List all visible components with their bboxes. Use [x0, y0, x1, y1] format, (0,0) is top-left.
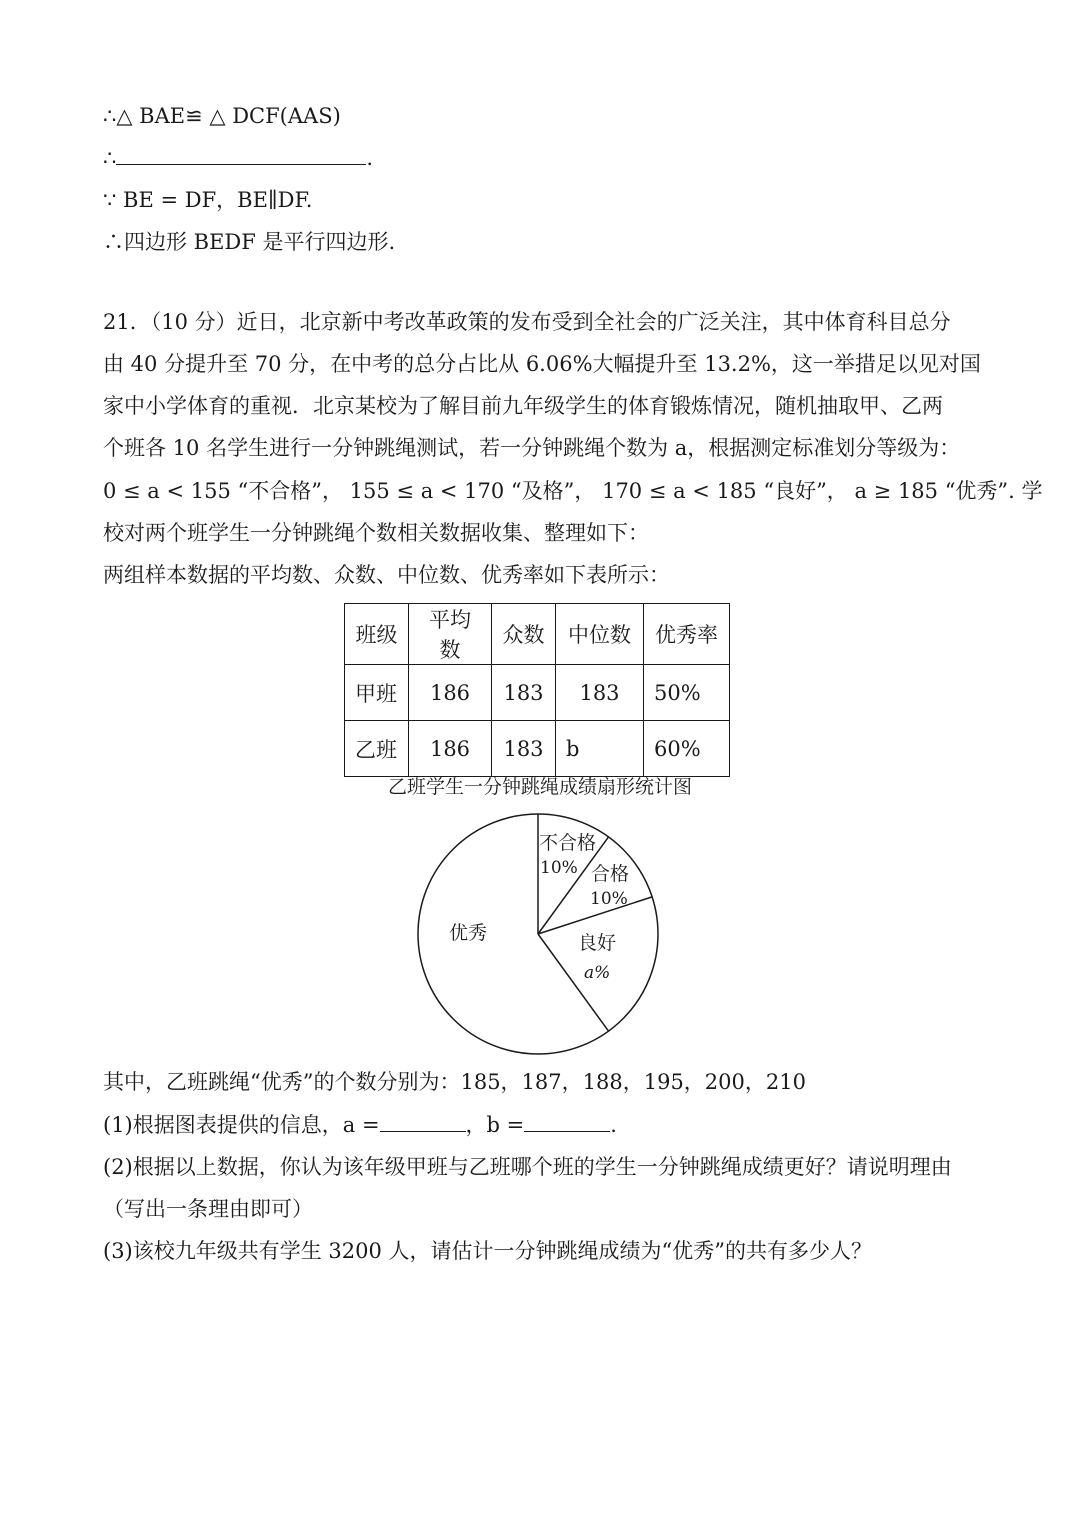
table-row [345, 721, 730, 777]
q1-mid-text: ，b = [465, 1113, 525, 1137]
question-3: (3)该校九年级共有学生 3200 人，请估计一分钟跳绳成绩为“优秀”的共有多少人？ [103, 1239, 873, 1263]
slice-label-fail: 不合格 [539, 832, 597, 854]
cell-class: 乙班 [345, 721, 409, 777]
cell-mean: 186 [409, 721, 492, 777]
slice-label-pass: 合格 [591, 863, 630, 885]
header-median: 中位数 [556, 604, 644, 665]
cell-excellent-rate: 50% [644, 665, 730, 721]
cell-median: b [556, 721, 644, 777]
cell-class: 甲班 [345, 665, 409, 721]
question-intro-line-2: 由 40 分提升至 70 分，在中考的总分占比从 6.06%大幅提升至 13.2%，这一举措足以见对国 [103, 352, 981, 376]
therefore-symbol: ∴ [103, 146, 117, 170]
question-intro-line-6: 校对两个班学生一分钟跳绳个数相关数据收集、整理如下： [103, 521, 649, 545]
chart-title: 乙班学生一分钟跳绳成绩扇形统计图 [387, 776, 692, 798]
cell-mean: 186 [409, 665, 492, 721]
cell-mode: 183 [492, 665, 556, 721]
question-intro-line-5: 0 ≤ a < 155 “不合格”， 155 ≤ a < 170 “及格”， 170 ≤ a < 185 “良好”， a ≥ 185 “优秀”. 学 [103, 479, 1043, 503]
stats-table [344, 603, 730, 777]
proof-line-1: ∴△ BAE≌ △ DCF(AAS) [103, 104, 341, 128]
table-row [345, 665, 730, 721]
cell-mode: 183 [492, 721, 556, 777]
question-intro-line-7: 两组样本数据的平均数、众数、中位数、优秀率如下表所示： [103, 563, 670, 587]
question-intro-line-1: 21．（10 分）近日，北京新中考改革政策的发布受到全社会的广泛关注，其中体育科目总分 [103, 310, 951, 334]
q1-text: (1)根据图表提供的信息，a = [103, 1113, 380, 1137]
header-class: 班级 [345, 604, 409, 665]
cell-median: 183 [556, 665, 644, 721]
question-1 [103, 1110, 617, 1140]
excellent-values-line: 其中，乙班跳绳“优秀”的个数分别为：185，187，188，195，200，210 [103, 1070, 806, 1094]
answer-blank[interactable] [116, 146, 366, 165]
period: . [366, 146, 374, 170]
proof-line-3: ∵ BE = DF，BE∥DF. [103, 188, 313, 212]
slice-value-fail: 10% [540, 858, 578, 878]
slice-value-pass: 10% [590, 889, 628, 909]
cell-excellent-rate: 60% [644, 721, 730, 777]
pie-chart [400, 800, 680, 1060]
question-2-line-1: (2)根据以上数据，你认为该年级甲班与乙班哪个班的学生一分钟跳绳成绩更好？请说明理由 [103, 1155, 952, 1179]
slice-label-good: 良好 [578, 932, 617, 954]
slice-label-excellent: 优秀 [449, 922, 488, 944]
answer-blank-b[interactable] [524, 1113, 610, 1132]
header-excellent-rate: 优秀率 [644, 604, 730, 665]
q1-end: . [610, 1113, 617, 1137]
header-mode: 众数 [492, 604, 556, 665]
proof-line-2 [103, 143, 373, 173]
proof-line-4: ∴四边形 BEDF 是平行四边形. [103, 230, 396, 254]
answer-blank-a[interactable] [380, 1113, 466, 1132]
question-intro-line-4: 个班各 10 名学生进行一分钟跳绳测试，若一分钟跳绳个数为 a，根据测定标准划分等级为： [103, 436, 961, 460]
question-intro-line-3: 家中小学体育的重视．北京某校为了解目前九年级学生的体育锻炼情况，随机抽取甲、乙两 [103, 394, 943, 418]
header-mean: 平均数 [409, 604, 492, 665]
slice-value-good: a% [584, 963, 611, 983]
question-2-line-2: （写出一条理由即可） [103, 1197, 313, 1221]
table-header-row [345, 604, 730, 665]
